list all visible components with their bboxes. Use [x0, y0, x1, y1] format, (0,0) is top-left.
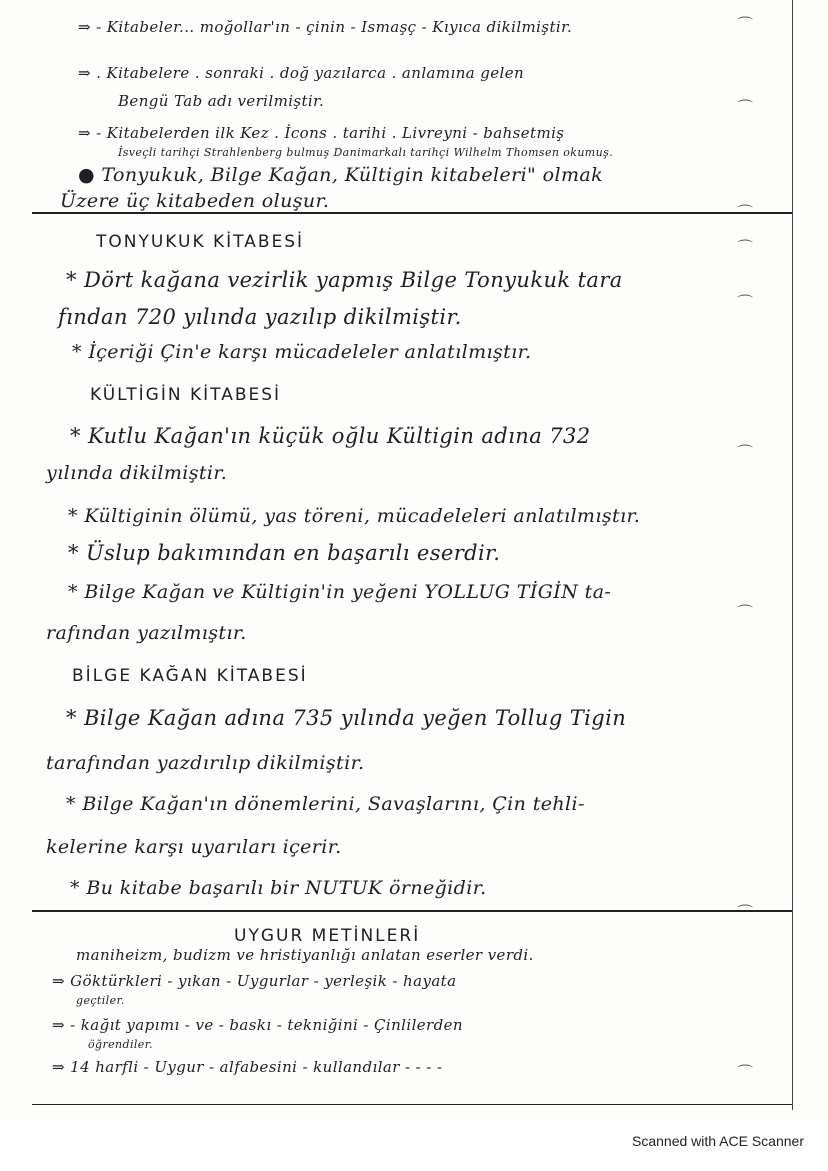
margin-mark: ⌒ [737, 15, 754, 34]
scanner-watermark: Scanned with ACE Scanner [632, 1133, 804, 1149]
section-heading: UYGUR METİNLERİ [234, 926, 421, 946]
section-line: * Üslup bakımından en başarılı eserdir. [68, 541, 501, 565]
section-line: rafından yazılmıştır. [46, 622, 247, 644]
section-line: * Bilge Kağan adına 735 yılında yeğen Tollug Tigin [66, 706, 627, 730]
section-line: * Bilge Kağan'ın dönemlerini, Savaşlarını, Çin tehli- [66, 793, 585, 815]
section-line: ⇒ Göktürkleri - yıkan - Uygurlar - yerleşik - hayata [52, 972, 457, 990]
margin-mark: ⌒ [737, 903, 754, 922]
margin-mark: ⌒ [737, 1063, 754, 1082]
section-heading: BİLGE KAĞAN KİTABESİ [72, 666, 308, 686]
intro-line: ⇒ . Kitabelere . sonraki . doğ yazılarca . anlamına gelen [78, 64, 525, 82]
intro-line: İsveçli tarihçi Strahlenberg bulmuş Danimarkalı tarihçi Wilhelm Thomsen okumuş. [118, 146, 614, 159]
bottom-rule [32, 1104, 792, 1105]
section-line: maniheizm, budizm ve hristiyanlığı anlatan eserler verdi. [76, 946, 534, 964]
margin-mark: ⌒ [737, 603, 754, 622]
section-line: öğrendiler. [88, 1038, 154, 1051]
section-line: tarafından yazdırılıp dikilmiştir. [46, 752, 365, 774]
section-heading: KÜLTİGİN KİTABESİ [90, 385, 282, 405]
section-line: * Bu kitabe başarılı bir NUTUK örneğidir. [70, 877, 487, 899]
section-line: * Kültiginin ölümü, yas töreni, mücadeleleri anlatılmıştır. [68, 505, 641, 527]
margin-mark: ⌒ [737, 293, 754, 312]
section-line: geçtiler. [76, 994, 125, 1007]
section-line: * Dört kağana vezirlik yapmış Bilge Tonyukuk tara [66, 268, 623, 292]
intro-line: ⇒ - Kitabelerden ilk Kez . İcons . tarihi . Livreyni - bahsetmiş [78, 124, 565, 142]
section-line: * İçeriği Çin'e karşı mücadeleler anlatılmıştır. [72, 341, 532, 363]
section-line: ⇒ 14 harfli - Uygur - alfabesini - kullandılar - - - - [52, 1058, 443, 1076]
intro-line: ● Tonyukuk, Bilge Kağan, Kültigin kitabeleri" olmak [78, 164, 604, 186]
margin-mark: ⌒ [737, 443, 754, 462]
intro-line: ⇒ - Kitabeler... moğollar'ın - çinin - Ismaşç - Kıyıca dikilmiştir. [78, 18, 573, 36]
section-divider [32, 910, 792, 912]
right-margin-line [792, 0, 793, 1110]
section-line: * Kutlu Kağan'ın küçük oğlu Kültigin adına 732 [70, 424, 591, 448]
section-line: yılında dikilmiştir. [46, 462, 228, 484]
section-heading: TONYUKUK KİTABESİ [96, 232, 305, 252]
section-line: * Bilge Kağan ve Kültigin'in yeğeni YOLLUG TİGİN ta- [68, 581, 612, 603]
section-divider [32, 212, 792, 214]
margin-mark: ⌒ [737, 203, 754, 222]
margin-mark: ⌒ [737, 98, 754, 117]
section-line: ⇒ - kağıt yapımı - ve - baskı - tekniğini - Çinlilerden [52, 1016, 463, 1034]
section-line: fından 720 yılında yazılıp dikilmiştir. [58, 305, 462, 329]
intro-line: Üzere üç kitabeden oluşur. [60, 190, 330, 212]
intro-line: Bengü Tab adı verilmiştir. [118, 92, 325, 110]
section-line: kelerine karşı uyarıları içerir. [46, 836, 342, 858]
margin-mark: ⌒ [737, 238, 754, 257]
